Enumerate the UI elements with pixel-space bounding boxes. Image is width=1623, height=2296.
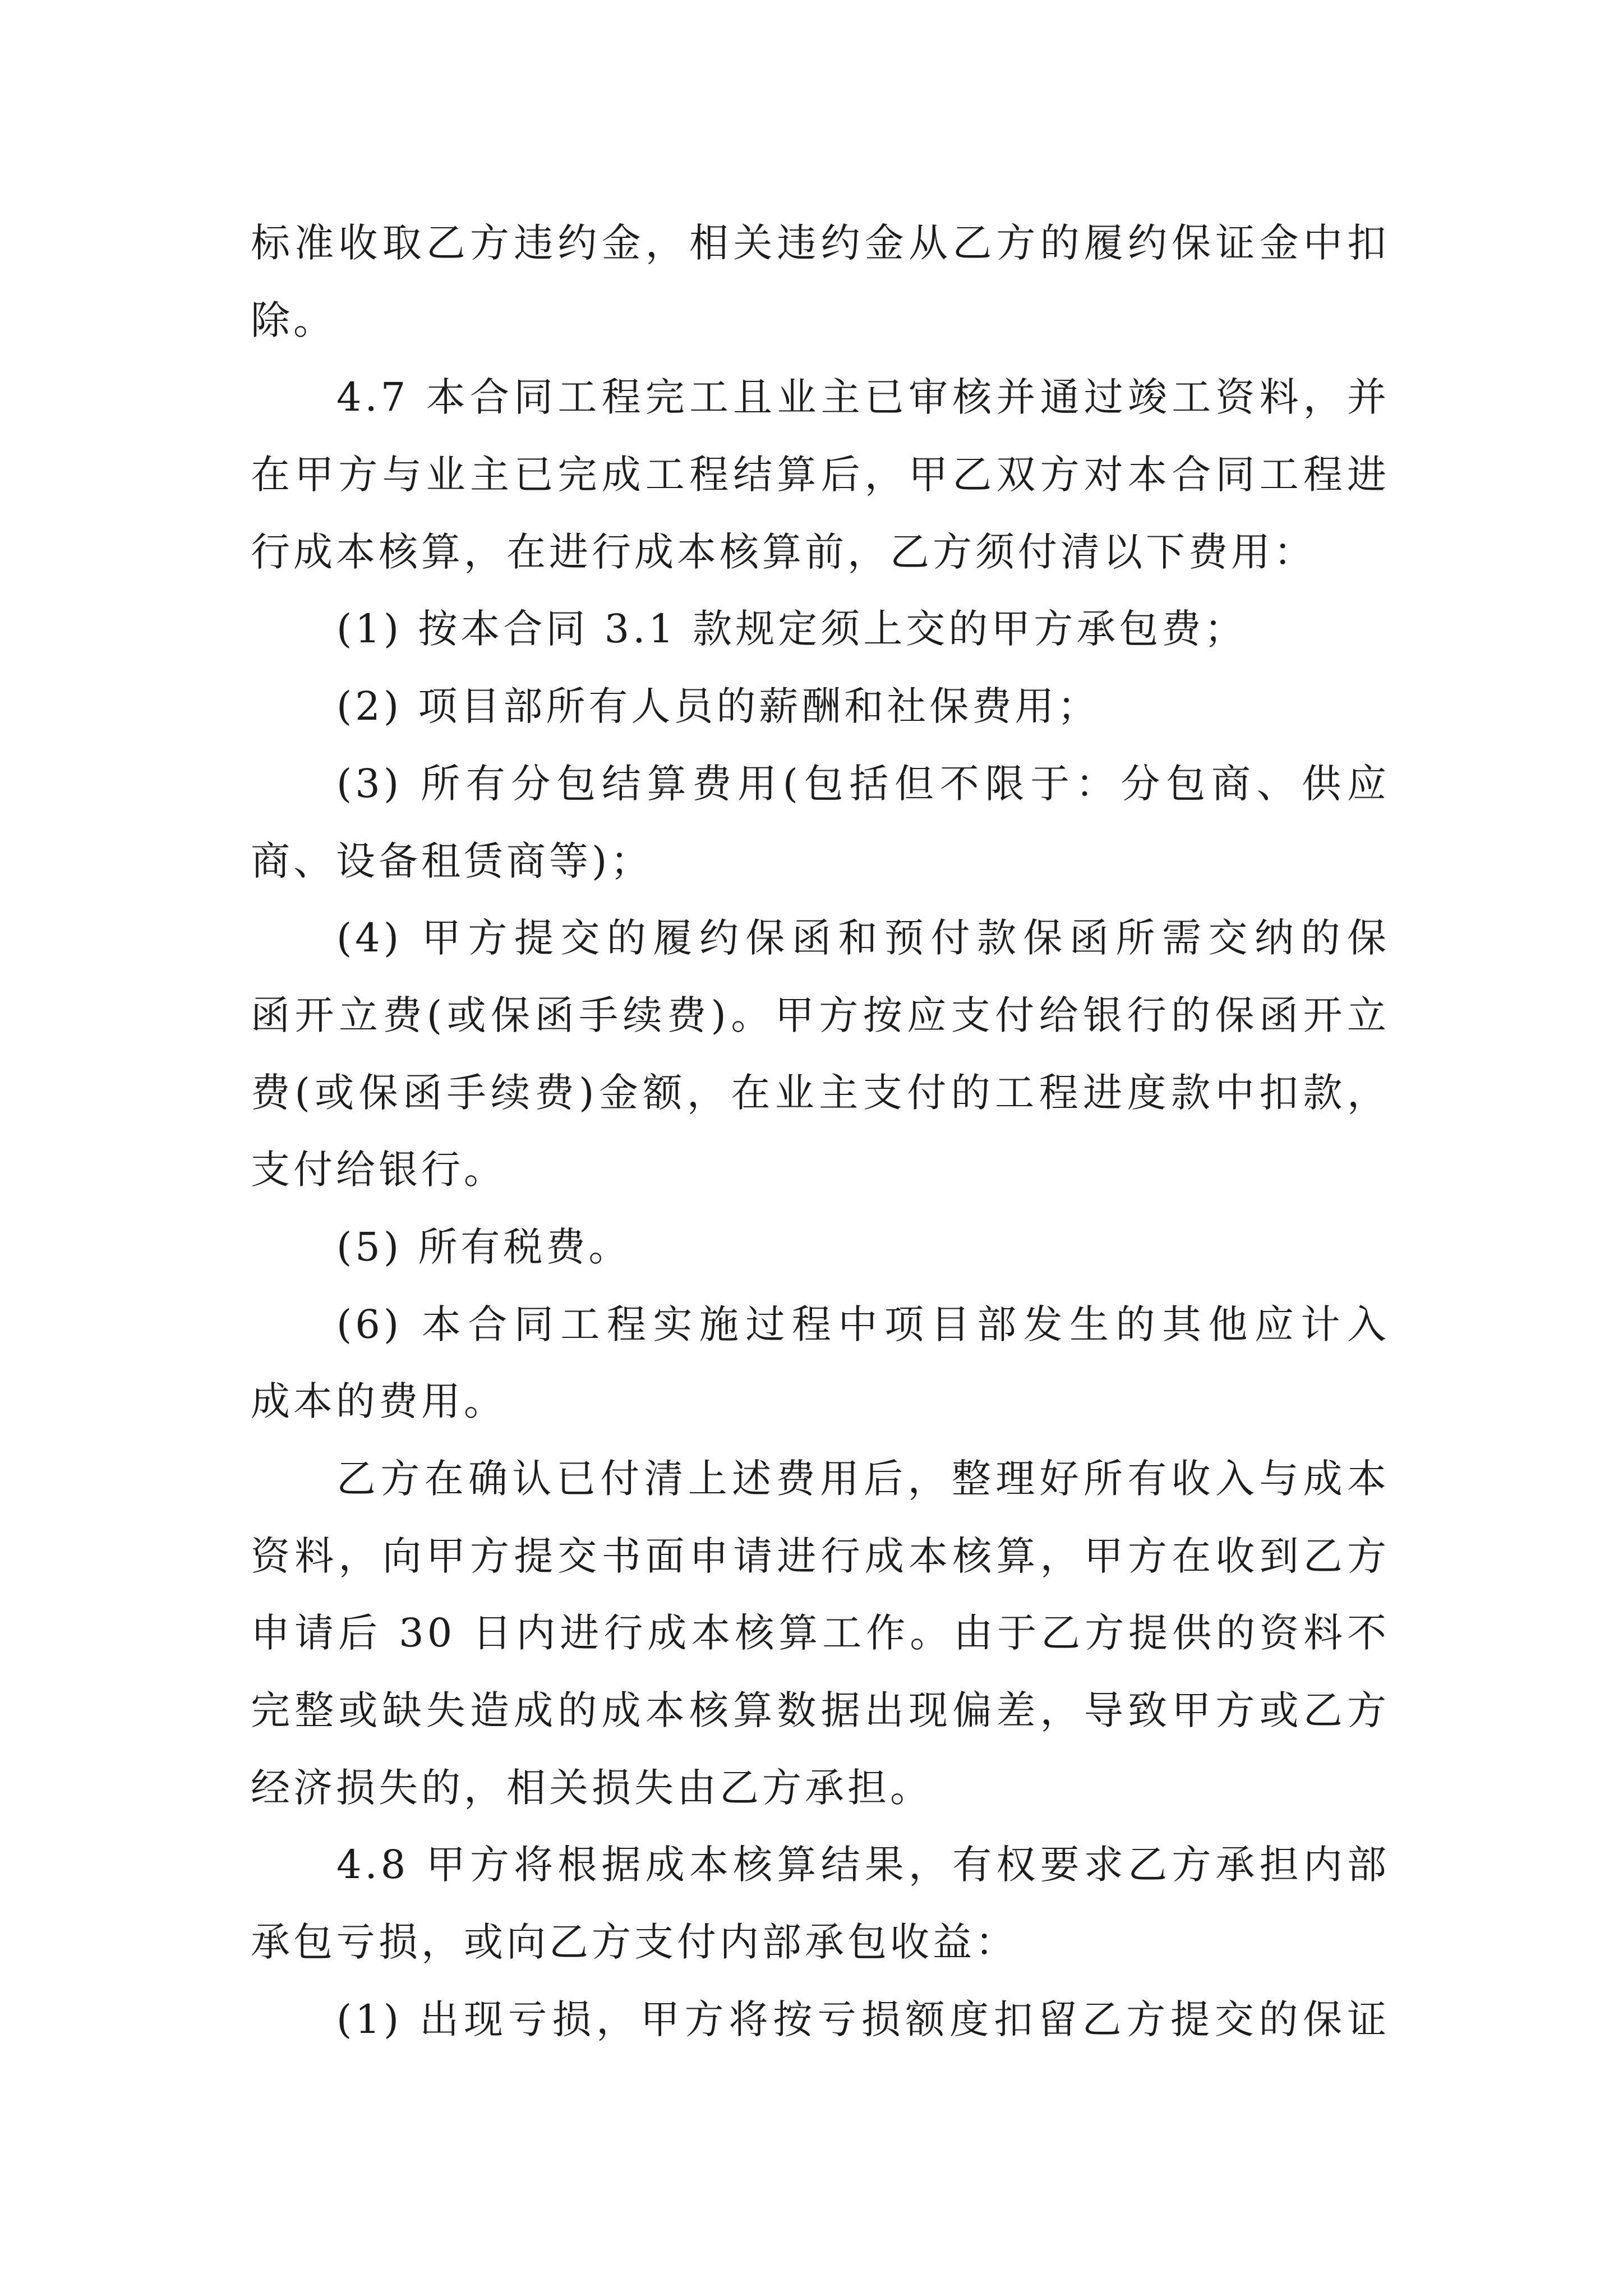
text-line: (1) 出现亏损，甲方将按亏损额度扣留乙方提交的保证 [336,1996,1390,2042]
list-item-5 [251,1209,1390,1286]
text-line: 支付给银行。 [251,1147,506,1193]
text-line: (2) 项目部所有人员的薪酬和社保费用； [336,683,1100,730]
text-line: 4.8 甲方将根据成本核算结果，有权要求乙方承担内部 [336,1842,1390,1888]
text-line: 费(或保函手续费)金额，在业主支付的工程进度款中扣款， [251,1069,1390,1116]
text-line: (4) 甲方提交的履约保函和预付款保函所需交纳的保 [336,915,1390,961]
list-item-3 [251,746,1390,900]
text-line: 行成本核算，在进行成本核算前，乙方须付清以下费用： [251,528,1316,575]
text-line: 商、设备租赁商等)； [251,838,653,884]
text-line: 函开立费(或保函手续费)。甲方按应支付给银行的保函开立 [251,992,1390,1038]
text-line: 标准收取乙方违约金，相关违约金从乙方的履约保证金中扣 [251,220,1390,266]
text-line: 承包亏损，或向乙方支付内部承包收益： [251,1919,1018,1966]
text-line: 申请后 30 日内进行成本核算工作。由于乙方提供的资料不 [251,1610,1390,1657]
list-item-6 [251,1286,1390,1441]
list-item-1 [251,591,1390,668]
paragraph-clause-4-7 [251,359,1390,591]
text-line: (1) 按本合同 3.1 款规定须上交的甲方承包费； [336,606,1247,652]
list-item-4 [251,900,1390,1209]
paragraph-cost-accounting [251,1441,1390,1826]
text-line: 除。 [251,297,336,343]
list-item-loss [251,1981,1390,2059]
text-line: 完整或缺失造成的成本核算数据出现偏差，导致甲方或乙方 [251,1687,1390,1734]
text-line: (6) 本合同工程实施过程中项目部发生的其他应计入 [336,1301,1390,1347]
paragraph-continuation [251,205,1390,359]
document-body [251,205,1390,2059]
text-line: 成本的费用。 [251,1378,506,1425]
text-line: 经济损失的，相关损失由乙方承担。 [251,1764,933,1811]
text-line: 资料，向甲方提交书面申请进行成本核算，甲方在收到乙方 [251,1533,1390,1579]
text-line: (5) 所有税费。 [336,1223,631,1270]
text-line: 4.7 本合同工程完工且业主已审核并通过竣工资料，并 [336,374,1390,421]
text-line: 在甲方与业主已完成工程结算后，甲乙双方对本合同工程进 [251,452,1390,498]
paragraph-clause-4-8 [251,1826,1390,1981]
text-line: (3) 所有分包结算费用(包括但不限于：分包商、供应 [336,760,1390,807]
text-line: 乙方在确认已付清上述费用后，整理好所有收入与成本 [336,1456,1390,1502]
list-item-2 [251,668,1390,746]
